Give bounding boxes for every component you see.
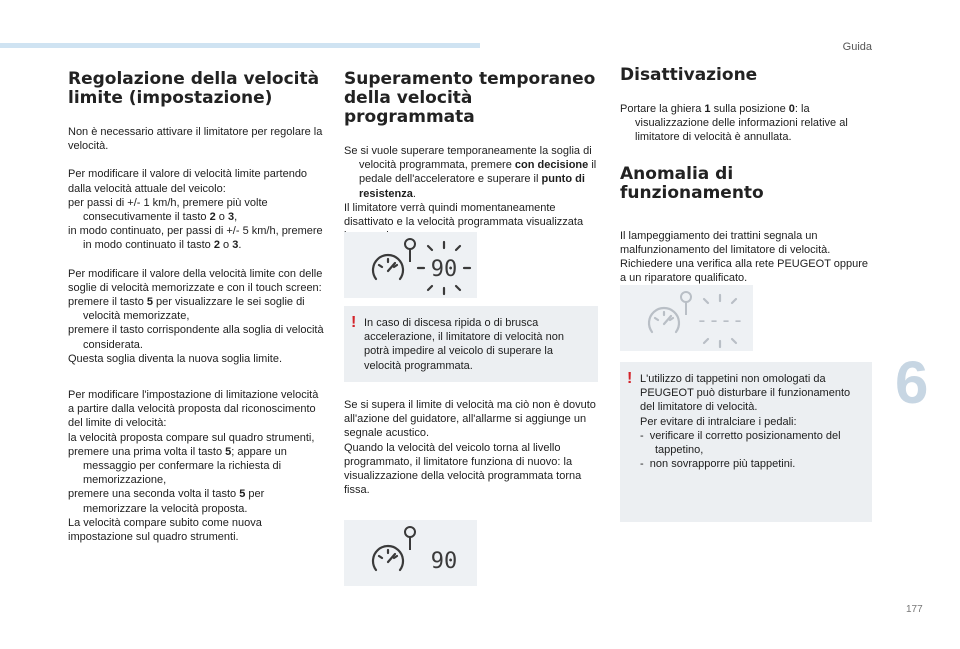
column-temporary-override-cont	[344, 398, 600, 511]
warning-box-mats: ! L'utilizzo di tappetini non omologati da PEUGEOT può disturbare il funzionamento del limitatore di velocità. Per evitare di intralciare i pedali: - verificare il corretto posizionamento del tappetino, - non sovrapporre più tappetini.	[620, 362, 872, 522]
page-number: 177	[906, 604, 923, 615]
limit-dial-icon	[405, 239, 415, 262]
column-deactivation	[620, 66, 872, 299]
paragraph: Se si vuole superare temporaneamente la soglia di velocità programmata, premere con decisione il pedale dell'acceleratore e superare il punto di resistenza. Il limitatore verrà quindi momentaneamente disattivato e la velocità programmata visualizzata	[344, 144, 600, 243]
warning-icon: !	[627, 370, 633, 387]
paragraph: Per modificare il valore di velocità limite partendo dalla velocità attuale del veicolo: per passi di +/- 1 km/h, premere più volte consecutivamente il tasto 2 o 3, in modo continuato, per passi di +/- 5 km/h, premere in modo continuato il tasto 2 o 3.	[68, 168, 323, 252]
paragraph: Se si supera il limite di velocità ma ciò non è dovuto all'azione del guidatore, all'allarme si aggiunge un segnale acustico. Quando la velocità del veicolo torna al livello programmato, il limitatore funziona di nuovo: la visualizzazione della velocità programmata torna fissa.	[344, 399, 596, 497]
title-speed-setting: Regolazione della velocità limite (impostazione)	[68, 69, 320, 108]
speedometer-icon	[373, 255, 403, 279]
speedometer-icon	[649, 308, 679, 332]
speed-value: 90	[430, 257, 458, 282]
title-malfunction: Anomalia di funzionamento	[620, 163, 764, 203]
list-item: premere il tasto 5 per visualizzare le sei soglie di velocità memorizzate,	[68, 296, 305, 323]
column-speed-setting	[68, 70, 324, 558]
paragraph: Il lampeggiamento dei trattini segnala un malfunzionamento del limitatore di velocità. Richiedere una verifica alla rete PEUGEOT oppure a un riparatore qualificato.	[620, 229, 869, 285]
section-label: Guida	[842, 41, 872, 53]
display-panel-fixed	[344, 520, 477, 586]
list-item: Portare la ghiera 1 sulla posizione 0: la visualizzazione delle informazioni relative al limitatore di velocità è annullata.	[620, 103, 848, 144]
warning-box-descent: ! In caso di discesa ripida o di brusca accelerazione, il limitatore di velocità non potrà impedire al veicolo di superare la velocità programmata.	[344, 306, 598, 382]
display-panel-flashing	[344, 232, 477, 298]
list-item: premere il tasto corrispondente alla soglia di velocità considerata.	[68, 324, 324, 351]
column-temporary-override	[344, 70, 600, 257]
paragraph: Per modificare il valore della velocità limite con delle soglie di velocità memorizzate e con il touch screen: premere il tasto 5 per visualizzare le sei soglie di velocità memorizzate, premere il tasto corrispondente alla soglia di velocità considerata. Questa soglia diventa la nuova soglia limite.	[68, 267, 324, 365]
list-item: per passi di +/- 1 km/h, premere più volte consecutivamente il tasto 2 o 3,	[68, 196, 268, 224]
warning-icon: !	[351, 314, 357, 331]
speedometer-icon	[373, 546, 403, 570]
list-item: - non sovrapporre più tappetini.	[640, 458, 796, 471]
paragraph: Non è necessario attivare il limitatore per regolare la velocità.	[68, 126, 323, 153]
limit-dial-icon	[681, 292, 691, 315]
list-item: Se si vuole superare temporaneamente la soglia di velocità programmata, premere con decisione il pedale dell'acceleratore e superare il punto di resistenza.	[344, 145, 597, 200]
chapter-number: 6	[895, 349, 929, 416]
display-panel-malfunction	[620, 285, 753, 351]
paragraph	[620, 102, 872, 145]
list-item: premere una prima volta il tasto 5; appare un messaggio per confermare la richiesta di memorizzazione,	[68, 445, 287, 487]
speed-value: 90	[430, 549, 458, 574]
title-deactivation: Disattivazione	[620, 65, 758, 85]
paragraph: Per modificare l'impostazione di limitazione velocità a partire dalla velocità proposta dal riconoscimento del limite di velocità: la velocità proposta compare sul quadro strumenti, premere una prima volta il tasto 5; appare un messaggio per confermare la richiesta di memorizzazione, premere una seconda volta il tasto 5 per memorizzare la velocità proposta. La velocità compare subito come nuova impostazione sul quadro strumenti.	[68, 388, 324, 544]
list-item: in modo continuato, per passi di +/- 5 km/h, premere in modo continuato il tasto 2 o 3.	[68, 225, 323, 252]
list-item: la velocità proposta compare sul quadro strumenti,	[68, 431, 315, 444]
limit-dial-icon	[405, 527, 415, 550]
speed-value: ----	[695, 308, 745, 332]
list-item: premere una seconda volta il tasto 5 per memorizzare la velocità proposta.	[68, 488, 265, 515]
list-item: - verificare il corretto posizionamento del tappetino,	[640, 429, 841, 457]
title-temporary-override: Superamento temporaneo della velocità programmata	[344, 69, 596, 127]
top-accent-bar	[0, 43, 480, 48]
